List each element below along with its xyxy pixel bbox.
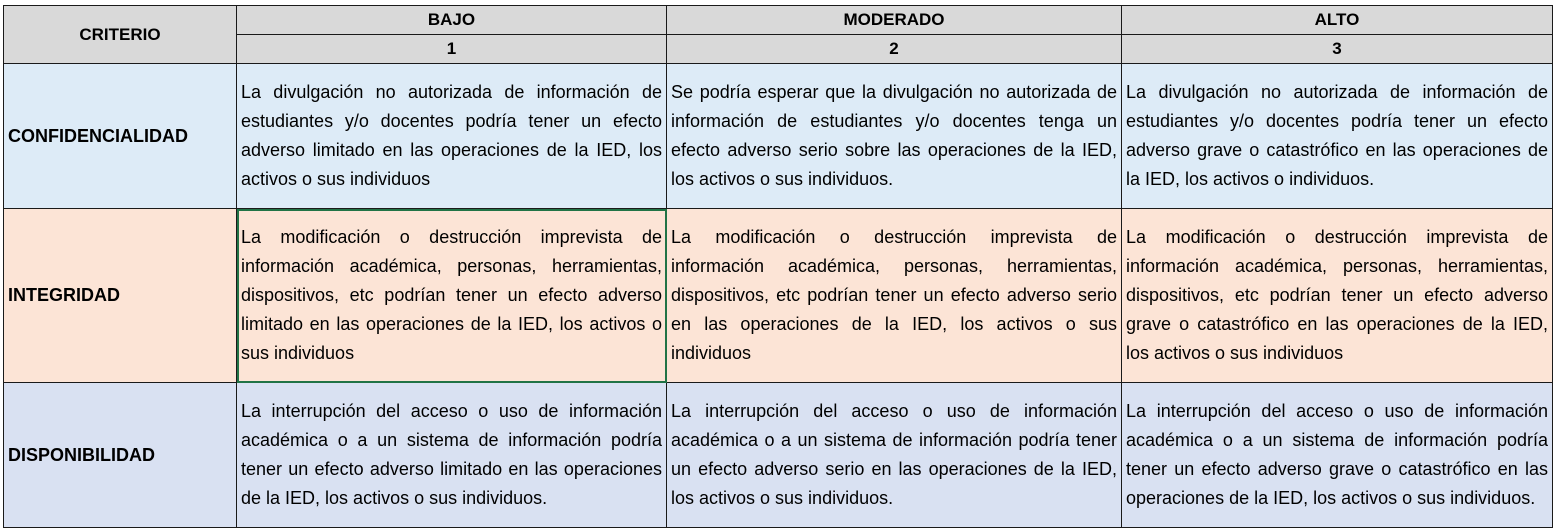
header-moderado-value: 2	[889, 39, 899, 58]
header-criterio-cell[interactable]	[4, 6, 237, 64]
alto-cell[interactable]	[1122, 209, 1553, 383]
criterio-cell[interactable]	[4, 209, 237, 383]
criterio-label: CONFIDENCIALIDAD	[8, 125, 188, 146]
cell-text: La divulgación no autorizada de información de estudiantes y/o docentes podría tener un efecto adverso limitado en las operaciones de la IED, los activos o sus individuos	[241, 82, 662, 189]
header-alto-cell[interactable]	[1122, 6, 1553, 35]
bajo-cell[interactable]	[237, 64, 667, 209]
table-row	[4, 64, 1553, 209]
cell-text: La divulgación no autorizada de información de estudiantes y/o docentes podría tener un efecto adverso grave o catastrófico en las operaciones de la IED, los activos o individuos.	[1126, 82, 1548, 189]
cell-text: La interrupción del acceso o uso de información académica o a un sistema de información podría tener un efecto adverso limitado en las operaciones de la IED, los activos o sus individuos.	[241, 401, 662, 508]
alto-cell[interactable]	[1122, 383, 1553, 528]
bajo-cell[interactable]	[237, 383, 667, 528]
bajo-cell-selected[interactable]	[237, 209, 667, 383]
criterio-label: INTEGRIDAD	[8, 285, 120, 305]
cell-text: Se podría esperar que la divulgación no autorizada de información de estudiantes y/o docentes tenga un efecto adverso serio sobre las operaciones de la IED, los activos o sus individuos.	[671, 82, 1117, 189]
table-row	[4, 383, 1553, 528]
header-alto-value-cell[interactable]	[1122, 35, 1553, 64]
table-row	[4, 209, 1553, 383]
header-bajo-value-cell[interactable]	[237, 35, 667, 64]
criterio-cell[interactable]	[4, 383, 237, 528]
header-bajo-value: 1	[446, 39, 457, 58]
criterio-label: DISPONIBILIDAD	[8, 444, 156, 465]
header-alto: ALTO	[1314, 10, 1360, 29]
cell-text: La interrupción del acceso o uso de información académica o a un sistema de información podría tener un efecto adverso serio en las operaciones de la IED, los activos o sus individuos.	[671, 401, 1117, 508]
moderado-cell[interactable]	[667, 64, 1122, 209]
header-criterio: CRITERIO	[79, 24, 161, 44]
header-moderado-cell[interactable]	[667, 6, 1122, 35]
cell-text: La interrupción del acceso o uso de información académica o a un sistema de información podría tener un efecto adverso grave o catastrófico en las operaciones de la IED, los activos o sus individuos.	[1126, 401, 1548, 508]
header-moderado-value-cell[interactable]	[667, 35, 1122, 64]
cell-text: La modificación o destrucción imprevista de información académica, personas, herramientas, dispositivos, etc podrían tener un efecto adverso limitado en las operaciones de la IED, los activos o sus individuos	[241, 227, 662, 363]
moderado-cell[interactable]	[667, 383, 1122, 528]
header-bajo: BAJO	[427, 10, 476, 29]
header-alto-value: 3	[1332, 39, 1342, 58]
criterio-cell[interactable]	[4, 64, 237, 209]
cell-text: La modificación o destrucción imprevista de información académica, personas, herramientas, dispositivos, etc podrían tener un efecto adverso serio en las operaciones de la IED, los activos o sus individuos	[671, 227, 1117, 363]
cell-text: La modificación o destrucción imprevista de información académica, personas, herramientas, dispositivos, etc podrían tener un efecto adverso grave o catastrófico en las operaciones de la IED, los activos o sus individuos	[1126, 227, 1548, 363]
risk-criteria-table	[3, 5, 1553, 528]
moderado-cell[interactable]	[667, 209, 1122, 383]
header-moderado: MODERADO	[843, 10, 945, 29]
header-bajo-cell[interactable]	[237, 6, 667, 35]
alto-cell[interactable]	[1122, 64, 1553, 209]
